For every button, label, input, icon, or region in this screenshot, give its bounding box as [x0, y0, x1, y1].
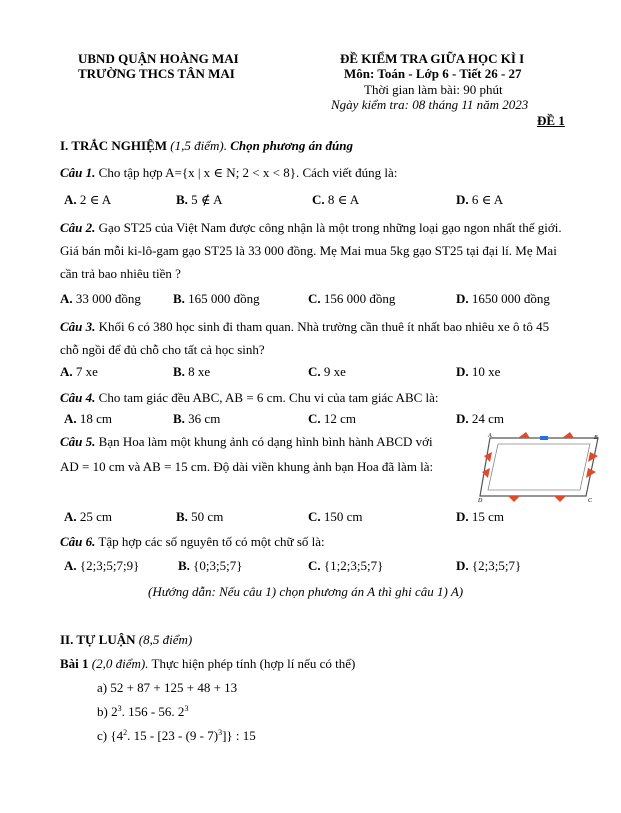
frame-inner-edge	[488, 444, 590, 490]
option-6d: D. {2;3;5;7}	[456, 558, 522, 573]
option-5d: D. 15 cm	[456, 509, 505, 524]
option-4a: A. 18 cm	[64, 411, 113, 426]
marker-bottom-right	[554, 496, 566, 502]
section1-title: I. TRẮC NGHIỆM	[60, 138, 168, 153]
marker-bottom-left	[508, 496, 520, 502]
option-2b: B. 165 000 đồng	[173, 291, 260, 306]
option-2c: C. 156 000 đồng	[308, 291, 396, 306]
section1-points: (1,5 điểm).	[170, 138, 227, 153]
marker-right-2	[586, 468, 596, 478]
exam-title: ĐỀ KIỂM TRA GIỮA HỌC KÌ I	[340, 51, 525, 66]
question-number: Câu 6.	[60, 534, 96, 549]
option-1b: B. 5 ∉ A	[176, 192, 223, 207]
bai1-points: (2,0 điểm).	[91, 656, 149, 671]
question-text: Cho tam giác đều ABC, AB = 6 cm. Chu vi của tam giác ABC là:	[98, 390, 439, 405]
option-4d: D. 24 cm	[456, 411, 505, 426]
bai1-part-a: a) 52 + 87 + 125 + 48 + 13	[97, 680, 238, 695]
option-4b: B. 36 cm	[173, 411, 221, 426]
option-4c: C. 12 cm	[308, 411, 357, 426]
exam-code: ĐỀ 1	[537, 113, 565, 128]
marker-top-left	[518, 432, 530, 438]
option-6a: A. {2;3;5;7;9}	[64, 558, 140, 573]
question-text: Gạo ST25 của Việt Nam được công nhận là một trong những loại gạo ngon nhất thế giới. Giá bán mỗi ki-lô-gam gạo ST25 là 33 000 đồng. Mẹ Mai mua 5kg gạo ST25 tại đại lí. Mẹ Mai cần trả bao nhiêu tiền ?	[60, 220, 562, 281]
label-b: B	[594, 435, 598, 441]
answer-guide: (Hướng dẫn: Nếu câu 1) chọn phương án A thì ghi câu 1) A)	[148, 584, 464, 599]
bai1-instruction: Thực hiện phép tính (hợp lí nếu có thể)	[151, 656, 356, 671]
exam-duration: Thời gian làm bài: 90 phút	[364, 82, 503, 97]
option-3d: D. 10 xe	[456, 364, 501, 379]
question-2	[60, 216, 570, 285]
school-name: TRƯỜNG THCS TÂN MAI	[78, 66, 235, 81]
question-number: Câu 3.	[60, 319, 96, 334]
option-2a: A. 33 000 đồng	[60, 291, 141, 306]
question-number: Câu 5.	[60, 434, 96, 449]
question-number: Câu 1.	[60, 165, 96, 180]
question-3	[60, 315, 570, 361]
label-a: A	[488, 433, 492, 439]
option-1d: D. 6 ∈ A	[456, 192, 504, 207]
section2-heading	[60, 632, 192, 648]
school-district: UBND QUẬN HOÀNG MAI	[78, 51, 239, 66]
option-5b: B. 50 cm	[176, 509, 224, 524]
option-3c: C. 9 xe	[308, 364, 346, 379]
section2-title: II. TỰ LUẬN	[60, 632, 136, 647]
option-5c: C. 150 cm	[308, 509, 363, 524]
option-1a: A. 2 ∈ A	[64, 192, 112, 207]
question-text: Cho tập hợp A={x | x ∈ N; 2 < x < 8}. Cách viết đúng là:	[98, 165, 398, 180]
option-3a: A. 7 xe	[60, 364, 98, 379]
question-text: Khối 6 có 380 học sinh đi tham quan. Nhà trường cần thuê ít nhất bao nhiêu xe ô tô 45 chỗ ngồi để đủ chỗ cho tất cả học sinh?	[60, 319, 550, 357]
question-1	[60, 161, 570, 184]
question-text-line1: Bạn Hoa làm một khung ảnh có dạng hình bình hành ABCD với	[98, 434, 433, 449]
label-c: C	[588, 498, 593, 504]
bai1-heading	[60, 656, 355, 672]
option-1c: C. 8 ∈ A	[312, 192, 360, 207]
bai1-title: Bài 1	[60, 656, 89, 671]
option-5a: A. 25 cm	[64, 509, 113, 524]
question-number: Câu 2.	[60, 220, 96, 235]
question-6	[60, 530, 570, 553]
option-2d: D. 1650 000 đồng	[456, 291, 550, 306]
bai1-part-b: b) $2^3$. 156 - 56. $2^3$	[97, 704, 189, 719]
question-number: Câu 4.	[60, 390, 96, 405]
section2-points: (8,5 điểm)	[138, 632, 193, 647]
exam-date: Ngày kiểm tra: 08 tháng 11 năm 2023	[331, 97, 529, 112]
marker-left-1	[484, 452, 492, 462]
label-d: D	[478, 498, 483, 504]
option-6b: B. {0;3;5;7}	[178, 558, 243, 573]
exam-subject: Môn: Toán - Lớp 6 - Tiết 26 - 27	[344, 66, 522, 81]
marker-top-right	[562, 432, 574, 438]
option-3b: B. 8 xe	[173, 364, 211, 379]
section1-instruction: Chọn phương án đúng	[230, 138, 354, 153]
option-6c: C. {1;2;3;5;7}	[308, 558, 384, 573]
picture-frame-figure	[478, 432, 602, 504]
question-5-line2: AD = 10 cm và AB = 15 cm. Độ dài viền khung ảnh bạn Hoa đã làm là:	[60, 459, 434, 474]
question-4	[60, 386, 570, 409]
question-text: Tập hợp các số nguyên tố có một chữ số là:	[98, 534, 325, 549]
marker-top-center	[540, 436, 548, 440]
question-5	[60, 434, 433, 450]
bai1-part-c: c) {$4^2$. 15 - [23 - (9 - 7)$^3$]} : 15	[97, 728, 256, 743]
section1-heading	[60, 138, 353, 154]
